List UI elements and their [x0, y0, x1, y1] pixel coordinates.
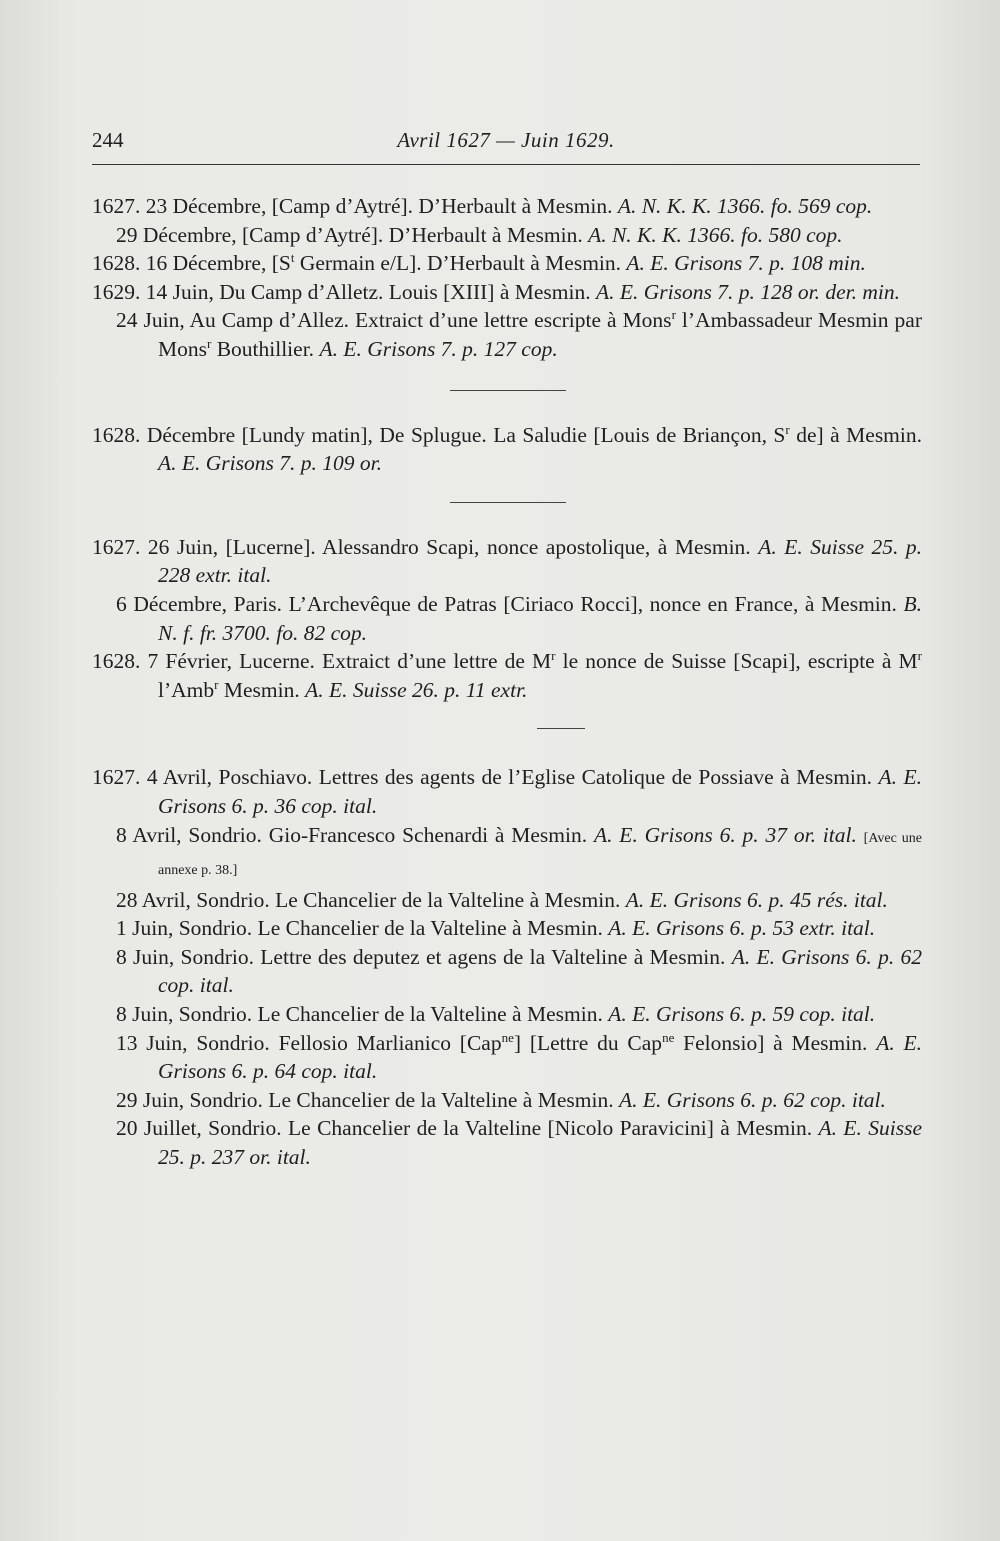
page-header: [92, 128, 920, 158]
entry: 1628. 7 Février, Lucerne. Extraict d’une lettre de $M^r$ le nonce de Suisse [Scapi], escripte à $M^r$ l’Amb$^r$ Mesmin. A. E. Suisse 26. p. 11 extr.: [92, 648, 922, 702]
section-separator: [537, 728, 585, 729]
section-valteline: [92, 763, 922, 1171]
header-rule: [92, 164, 920, 165]
entry: 1629. 14 Juin, Du Camp d’Alletz. Louis [XIII] à Mesmin. A. E. Grisons 7. p. 128 or. der. min.: [92, 279, 900, 304]
running-title: Avril 1627 — Juin 1629.: [397, 128, 615, 152]
section-dherbault: [92, 192, 922, 364]
entry: 1628. Décembre [Lundy matin], De Splugue. La Saludie [Louis de Briançon, $S^r$ de] à Mesmin. A. E. Grisons 7. p. 109 or.: [92, 421, 923, 476]
entry: 13 Juin, Sondrio. Fellosio Marlianico [Cap$^{ne}$] [Lettre du Cap$^{ne}$ Felonsio] à Mesmin. A. E. Grisons 6. p. 64 cop. ital.: [116, 1029, 923, 1084]
entry: 1627. 23 Décembre, [Camp d’Aytré]. D’Herbault à Mesmin. A. N. K. K. 1366. fo. 569 cop.: [92, 194, 873, 218]
entry: 8 Avril, Sondrio. Gio-Francesco Schenardi à Mesmin. A. E. Grisons 6. p. 37 or. ital. [Avec une annexe p. 38.]: [116, 822, 923, 879]
entry: 20 Juillet, Sondrio. Le Chancelier de la Valteline [Nicolo Paravicini] à Mesmin. A. E. Suisse 25. p. 237 or. ital.: [116, 1116, 922, 1170]
entry: 1627. 26 Juin, [Lucerne]. Alessandro Scapi, nonce apostolique, à Mesmin. A. E. Suisse 25. p. 228 extr. ital.: [92, 534, 922, 588]
section-nonces: [92, 533, 922, 705]
entry: 1627. 4 Avril, Poschiavo. Lettres des agents de l’Eglise Catolique de Possiave à Mesmin. A. E. Grisons 6. p. 36 cop. ital.: [92, 765, 923, 818]
entry: 24 Juin, Au Camp d’Allez. Extraict d’une lettre escripte à Mons$^r$ l’Ambassadeur Mesmin par Mons$^r$ Bouthillier. A. E. Grisons 7. p. 127 cop.: [116, 307, 922, 361]
entry: 6 Décembre, Paris. L’Archevêque de Patras [Ciriaco Rocci], nonce en France, à Mesmin. B. N. f. fr. 3700. fo. 82 cop.: [116, 591, 923, 645]
document-body: [92, 192, 922, 1172]
page-number: 244: [92, 128, 124, 152]
entry: 29 Juin, Sondrio. Le Chancelier de la Valteline à Mesmin. A. E. Grisons 6. p. 62 cop. ital.: [116, 1087, 886, 1112]
entry: 1628. 16 Décembre, [$S^t$ Germain e/L]. D’Herbault à Mesmin. A. E. Grisons 7. p. 108 min.: [92, 250, 866, 276]
section-saludie: [92, 421, 922, 478]
entry: 28 Avril, Sondrio. Le Chancelier de la Valteline à Mesmin. A. E. Grisons 6. p. 45 rés. ital.: [116, 887, 888, 912]
section-separator: [450, 502, 566, 503]
section-separator: [450, 390, 566, 391]
entry: 8 Juin, Sondrio. Lettre des deputez et agens de la Valteline à Mesmin. A. E. Grisons 6. p. 62 cop. ital.: [116, 944, 923, 998]
entry: 8 Juin, Sondrio. Le Chancelier de la Valteline à Mesmin. A. E. Grisons 6. p. 59 cop. ital.: [116, 1002, 876, 1027]
entry: 1 Juin, Sondrio. Le Chancelier de la Valteline à Mesmin. A. E. Grisons 6. p. 53 extr. ital.: [116, 916, 876, 941]
entry: 29 Décembre, [Camp d’Aytré]. D’Herbault à Mesmin. A. N. K. K. 1366. fo. 580 cop.: [116, 222, 843, 247]
